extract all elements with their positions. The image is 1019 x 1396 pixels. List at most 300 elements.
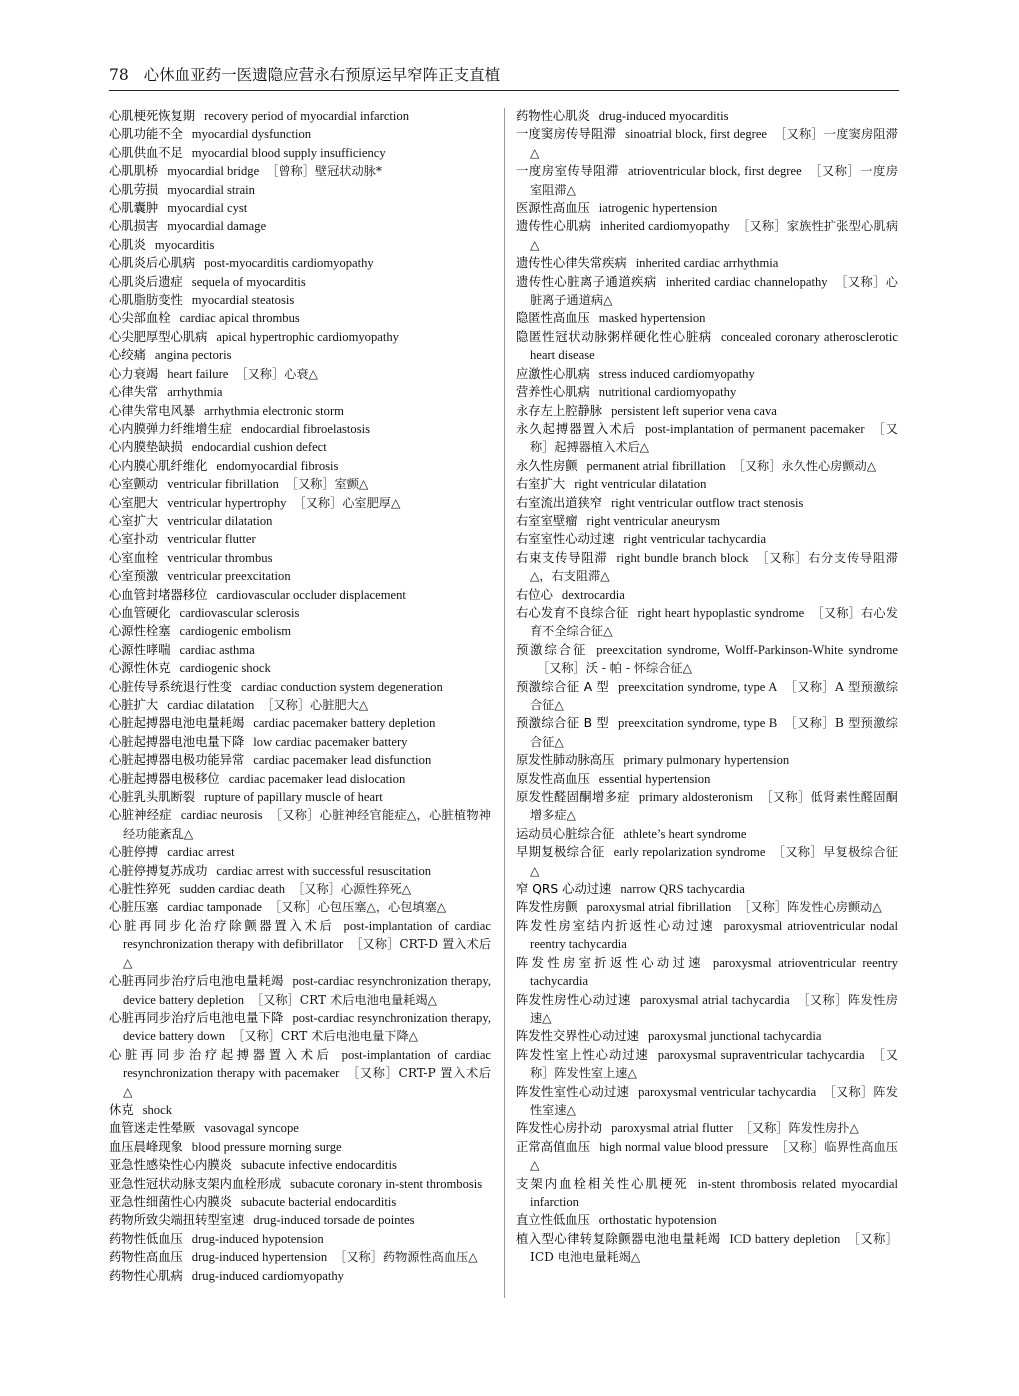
term-alias: ［又称］一度窦房阻滞△	[530, 127, 898, 160]
term-english: rupture of papillary muscle of heart	[204, 790, 383, 805]
term-english: primary pulmonary hypertension	[623, 753, 790, 768]
term-chinese: 阵发性房室结内折返性心动过速	[516, 918, 715, 933]
term-chinese: 心肌功能不全	[109, 127, 183, 142]
term-chinese: 心室肥大	[109, 495, 159, 510]
term-chinese: 药物性高血压	[109, 1250, 183, 1265]
term-english: myocardial strain	[167, 182, 255, 197]
term-chinese: 心室扑动	[109, 532, 159, 547]
term-chinese: 阵发性房性心动过速	[516, 992, 631, 1007]
term-english: cardiac pacemaker lead dislocation	[228, 771, 406, 786]
term-entry	[109, 125, 491, 143]
term-english: post-cardiac resynchronization therapy, device battery down	[123, 1010, 491, 1044]
term-entry	[109, 181, 491, 199]
term-entry	[516, 494, 898, 512]
term-english: cardiac pacemaker lead disfunction	[253, 753, 432, 768]
term-english: myocardial dysfunction	[191, 127, 312, 142]
term-english: right ventricular dilatation	[574, 477, 707, 492]
term-chinese: 心脏起搏器电池电量耗竭	[109, 716, 245, 731]
term-entry	[516, 880, 898, 898]
term-entry	[109, 1267, 491, 1285]
term-entry	[109, 402, 491, 420]
term-english: cardiac asthma	[179, 642, 255, 657]
term-chinese: 血压晨峰现象	[109, 1139, 183, 1154]
term-entry	[109, 972, 491, 1009]
term-english: heart failure	[167, 366, 229, 381]
term-english: post-myocarditis cardiomyopathy	[204, 256, 374, 271]
term-chinese: 阵发性室上性心动过速	[516, 1047, 649, 1062]
term-english: drug-induced myocarditis	[598, 109, 729, 123]
term-entry	[516, 917, 898, 954]
term-entry	[109, 622, 491, 640]
term-chinese: 药物所致尖端扭转型室速	[109, 1213, 245, 1228]
term-english: preexcitation syndrome, type B	[618, 716, 778, 731]
term-chinese: 心内膜垫缺损	[109, 440, 183, 455]
term-alias: ［又称］阵发性室上速△	[530, 1047, 898, 1081]
term-chinese: 心肌肌桥	[109, 164, 159, 179]
term-chinese: 心脏起搏器电极移位	[109, 771, 220, 786]
term-chinese: 心室扩大	[109, 513, 159, 528]
term-entry	[109, 659, 491, 677]
term-english: arrhythmia	[167, 385, 223, 400]
term-entry	[109, 291, 491, 309]
term-chinese: 心源性栓塞	[109, 624, 171, 639]
term-chinese: 右室室壁瘤	[516, 513, 578, 528]
term-chinese: 原发性醛固酮增多症	[516, 790, 630, 805]
term-english: endocardial cushion defect	[191, 440, 327, 455]
term-entry	[109, 1046, 491, 1101]
term-chinese: 心尖肥厚型心肌病	[109, 329, 208, 344]
term-english: cardiogenic embolism	[179, 624, 292, 639]
term-chinese: 应激性心肌病	[516, 366, 590, 381]
term-chinese: 阵发性房室折返性心动过速	[516, 955, 704, 970]
term-chinese: 心脏性猝死	[109, 882, 171, 897]
term-chinese: 血管迷走性晕厥	[109, 1121, 196, 1136]
term-english: post-implantation of cardiac resynchronization therapy with pacemaker	[123, 1047, 491, 1081]
term-english: paroxysmal atrial fibrillation	[586, 900, 732, 915]
term-english: orthostatic hypotension	[598, 1213, 717, 1228]
term-alias: ［又称］低肾素性醛固酮增多症△	[530, 790, 898, 823]
right-column	[516, 107, 898, 1267]
term-english: inherited cardiac channelopathy	[665, 274, 828, 289]
term-english: post-cardiac resynchronization therapy, device battery depletion	[123, 974, 491, 1007]
term-entry	[516, 678, 898, 715]
term-entry	[109, 1175, 491, 1193]
term-chinese: 休克	[109, 1102, 134, 1117]
term-english: high normal value blood pressure	[599, 1139, 769, 1154]
term-english: drug-induced torsade de pointes	[253, 1213, 415, 1228]
term-chinese: 亚急性细菌性心内膜炎	[109, 1194, 232, 1209]
term-chinese: 心源性哮喘	[109, 642, 171, 657]
term-english: nutritional cardiomyopathy	[598, 385, 737, 400]
term-chinese: 预激综合征	[516, 642, 588, 657]
term-english: right bundle branch block	[616, 550, 749, 565]
term-chinese: 预激综合征 A 型	[516, 679, 610, 694]
term-entry	[516, 475, 898, 493]
term-entry	[109, 696, 491, 714]
term-english: persistent left superior vena cava	[611, 403, 777, 418]
term-entry	[516, 254, 898, 272]
term-entry	[109, 1248, 491, 1266]
term-chinese: 阵发性室性心动过速	[516, 1084, 630, 1099]
term-chinese: 心肌炎后心肌病	[109, 256, 196, 271]
term-entry	[109, 549, 491, 567]
term-entry	[516, 641, 898, 678]
term-alias: ［又称］药物源性高血压△	[334, 1250, 478, 1265]
term-chinese: 药物性低血压	[109, 1231, 183, 1246]
term-chinese: 心律失常电风暴	[109, 403, 196, 418]
term-chinese: 窄 QRS 心动过速	[516, 882, 612, 897]
term-entry	[516, 328, 898, 365]
term-alias: ［又称］阵发性房速△	[530, 992, 898, 1025]
term-english: myocardial steatosis	[191, 293, 295, 308]
term-english: atrioventricular block, first degree	[627, 164, 802, 179]
term-english: cardiac arrest	[167, 845, 235, 860]
term-chinese: 心脏神经症	[109, 808, 172, 823]
term-entry	[109, 512, 491, 530]
term-chinese: 心脏再同步治疗后电池电量下降	[109, 1010, 284, 1025]
term-entry	[516, 770, 898, 788]
term-english: myocardial blood supply insufficiency	[191, 145, 386, 160]
term-entry	[516, 843, 898, 880]
term-english: athlete’s heart syndrome	[623, 826, 747, 841]
term-entry	[516, 825, 898, 843]
term-entry	[516, 898, 898, 916]
term-chinese: 心肌炎	[109, 237, 146, 252]
term-english: narrow QRS tachycardia	[620, 882, 745, 897]
term-entry	[109, 1156, 491, 1174]
term-english: cardiac tamponade	[167, 900, 262, 915]
term-alias: ［又称］CRT-P 置入术后△	[123, 1066, 491, 1099]
term-entry	[109, 880, 491, 898]
term-english: sinoatrial block, first degree	[625, 127, 767, 142]
term-entry	[516, 273, 898, 310]
page-header	[109, 62, 899, 91]
term-chinese: 永存左上腔静脉	[516, 403, 603, 418]
term-english: paroxysmal atrial flutter	[611, 1121, 733, 1136]
term-entry	[109, 457, 491, 475]
term-english: paroxysmal atrial tachycardia	[639, 992, 790, 1007]
term-english: drug-induced cardiomyopathy	[191, 1268, 344, 1283]
term-english: essential hypertension	[598, 771, 711, 786]
term-english: right ventricular outflow tract stenosis	[611, 495, 804, 510]
term-entry	[109, 1119, 491, 1137]
term-entry	[516, 420, 898, 457]
term-entry	[516, 714, 898, 751]
term-english: drug-induced hypertension	[191, 1250, 328, 1265]
term-chinese: 植入型心律转复除颤器电池电量耗竭	[516, 1231, 721, 1246]
term-alias: ［又称］右心发育不全综合征△	[530, 605, 898, 639]
term-chinese: 永久起搏器置入术后	[516, 421, 636, 436]
term-english: sudden cardiac death	[179, 882, 286, 897]
term-english: cardiac apical thrombus	[179, 311, 300, 326]
term-chinese: 心脏停搏	[109, 845, 159, 860]
term-chinese: 阵发性房颤	[516, 900, 578, 915]
term-entry	[516, 586, 898, 604]
term-entry	[516, 107, 898, 125]
term-chinese: 心内膜心肌纤维化	[109, 458, 208, 473]
term-chinese: 心室颤动	[109, 477, 159, 492]
term-english: endocardial fibroelastosis	[240, 421, 371, 436]
term-alias: ［又称］心脏神经官能症△，心脏植物神经功能紊乱△	[123, 808, 491, 841]
term-alias: ［又称］家族性扩张型心肌病△	[530, 219, 898, 252]
term-entry	[109, 420, 491, 438]
term-entry	[109, 714, 491, 732]
term-chinese: 心肌梗死恢复期	[109, 109, 196, 123]
term-chinese: 心脏压塞	[109, 900, 159, 915]
term-entry	[109, 1211, 491, 1229]
term-english: vasovagal syncope	[204, 1121, 299, 1136]
term-english: ventricular flutter	[167, 532, 256, 547]
term-entry	[516, 954, 898, 991]
column-divider	[504, 108, 505, 1298]
term-english: stress induced cardiomyopathy	[598, 366, 755, 381]
term-chinese: 心肌炎后遗症	[109, 274, 183, 289]
term-chinese: 心肌劳损	[109, 182, 159, 197]
term-entry	[109, 162, 491, 180]
term-english: myocardial bridge	[167, 164, 260, 179]
term-alias: ［又称］CRT-D 置入术后△	[123, 937, 491, 970]
term-english: masked hypertension	[598, 311, 706, 326]
term-entry	[109, 254, 491, 272]
term-chinese: 隐匿性冠状动脉粥样硬化性心脏病	[516, 329, 712, 344]
term-alias: ［又称］室颤△	[285, 477, 369, 492]
term-english: in-stent thrombosis related myocardial infarction	[530, 1176, 898, 1209]
term-alias: ［又称］阵发性心房颤动△	[738, 900, 882, 915]
term-english: concealed coronary atherosclerotic heart disease	[530, 329, 898, 363]
term-chinese: 药物性心肌病	[109, 1268, 183, 1283]
term-entry	[109, 475, 491, 493]
term-entry	[109, 1101, 491, 1119]
term-chinese: 心力衰竭	[109, 366, 159, 381]
term-chinese: 心绞痛	[109, 348, 146, 363]
term-chinese: 营养性心肌病	[516, 385, 590, 400]
term-alias: ［又称］心包压塞△，心包填塞△	[268, 900, 447, 915]
page-number: 78	[109, 66, 129, 84]
term-entry	[516, 383, 898, 401]
term-english: recovery period of myocardial infarction	[204, 109, 410, 123]
term-entry	[109, 751, 491, 769]
term-entry	[109, 107, 491, 125]
term-chinese: 正常高值血压	[516, 1139, 591, 1154]
term-entry	[109, 328, 491, 346]
term-chinese: 支架内血栓相关性心肌梗死	[516, 1176, 689, 1191]
term-chinese: 遗传性心律失常疾病	[516, 256, 627, 271]
term-english: ventricular hypertrophy	[167, 495, 287, 510]
term-english: early repolarization syndrome	[613, 845, 766, 860]
term-entry	[109, 346, 491, 364]
term-english: paroxysmal supraventricular tachycardia	[657, 1047, 865, 1062]
term-entry	[516, 217, 898, 254]
term-alias: ［又称］沃 - 帕 - 怀综合征△	[537, 661, 692, 676]
term-chinese: 心血管封堵器移位	[109, 587, 208, 602]
term-english: ventricular dilatation	[167, 513, 273, 528]
term-entry	[516, 125, 898, 162]
term-entry	[109, 383, 491, 401]
term-chinese: 心脏传导系统退行性变	[109, 679, 232, 694]
term-english: shock	[142, 1102, 172, 1117]
term-entry	[516, 162, 898, 199]
term-chinese: 心脏再同步治疗后电池电量耗竭	[109, 974, 284, 989]
term-entry	[516, 1211, 898, 1229]
term-english: cardiac pacemaker battery depletion	[253, 716, 436, 731]
term-chinese: 亚急性冠状动脉支架内血栓形成	[109, 1176, 282, 1191]
term-chinese: 阵发性交界性心动过速	[516, 1029, 639, 1044]
term-english: ventricular fibrillation	[167, 477, 279, 492]
term-alias: ［又称］心脏肥大△	[261, 698, 369, 712]
term-english: angina pectoris	[154, 348, 232, 363]
term-entry	[516, 1083, 898, 1120]
term-chinese: 心脏扩大	[109, 698, 159, 712]
term-entry	[516, 1046, 898, 1083]
term-alias: ［又称］B 型预激综合征△	[530, 716, 898, 749]
term-english: right heart hypoplastic syndrome	[637, 605, 805, 620]
term-english: paroxysmal ventricular tachycardia	[638, 1084, 817, 1099]
term-english: arrhythmia electronic storm	[204, 403, 344, 418]
term-english: paroxysmal junctional tachycardia	[647, 1029, 822, 1044]
term-chinese: 心源性休克	[109, 661, 171, 676]
term-english: myocardial cyst	[167, 201, 248, 216]
term-entry	[109, 806, 491, 843]
term-entry	[516, 512, 898, 530]
term-english: inherited cardiac arrhythmia	[635, 256, 779, 271]
term-english: low cardiac pacemaker battery	[253, 734, 408, 749]
term-chinese: 心内膜弹力纤维增生症	[109, 421, 232, 436]
term-chinese: 心脏再同步化治疗除颤器置入术后	[109, 918, 335, 933]
term-entry	[109, 1193, 491, 1211]
term-english: sequela of myocarditis	[191, 274, 306, 289]
term-chinese: 心尖部血栓	[109, 311, 171, 326]
term-english: subacute infective endocarditis	[240, 1158, 397, 1173]
term-english: preexcitation syndrome, type A	[618, 679, 778, 694]
term-entry	[109, 898, 491, 916]
term-english: myocarditis	[154, 237, 215, 252]
term-entry	[109, 494, 491, 512]
term-english: primary aldosteronism	[638, 790, 753, 805]
term-entry	[516, 991, 898, 1028]
term-alias: ［又称］心衰△	[235, 366, 318, 381]
term-entry	[516, 1027, 898, 1045]
left-column	[109, 107, 491, 1285]
running-title: 心休血亚药一医遗隐应营永右预原运早窄阵正支直植	[143, 66, 501, 84]
term-english: ventricular thrombus	[167, 550, 273, 565]
term-english: cardiac neurosis	[180, 808, 263, 823]
term-alias: ［又称］一度房室阻滞△	[530, 164, 898, 197]
term-chinese: 右束支传导阻滞	[516, 550, 608, 565]
term-english: drug-induced hypotension	[191, 1231, 324, 1246]
term-chinese: 右室室性心动过速	[516, 532, 615, 547]
term-entry	[516, 1230, 898, 1267]
term-english: paroxysmal atrioventricular reentry tachycardia	[530, 955, 898, 989]
term-english: cardiovascular occluder displacement	[216, 587, 406, 602]
term-english: paroxysmal atrioventricular nodal reentry tachycardia	[530, 918, 898, 952]
term-entry	[516, 1119, 898, 1137]
term-entry	[109, 199, 491, 217]
term-english: endomyocardial fibrosis	[216, 458, 339, 473]
term-entry	[516, 549, 898, 586]
term-english: post-implantation of cardiac resynchronization therapy with defibrillator	[123, 918, 491, 952]
term-entry	[516, 402, 898, 420]
term-english: permanent atrial fibrillation	[586, 458, 726, 473]
term-chinese: 一度房室传导阻滞	[516, 164, 619, 179]
term-chinese: 早期复极综合征	[516, 845, 605, 860]
term-entry	[516, 457, 898, 475]
term-entry	[516, 530, 898, 548]
term-chinese: 遗传性心肌病	[516, 219, 591, 234]
term-english: blood pressure morning surge	[191, 1139, 342, 1154]
term-chinese: 医源性高血压	[516, 201, 590, 216]
term-entry	[516, 751, 898, 769]
term-entry	[109, 438, 491, 456]
term-entry	[109, 770, 491, 788]
term-chinese: 心肌脂肪变性	[109, 293, 183, 308]
term-entry	[109, 604, 491, 622]
term-chinese: 心脏乳头肌断裂	[109, 790, 196, 805]
term-chinese: 右室流出道狭窄	[516, 495, 603, 510]
term-chinese: 心脏停搏复苏成功	[109, 863, 208, 878]
term-chinese: 直立性低血压	[516, 1213, 590, 1228]
term-english: inherited cardiomyopathy	[600, 219, 730, 234]
term-chinese: 亚急性感染性心内膜炎	[109, 1158, 232, 1173]
term-alias: ［又称］A 型预激综合征△	[530, 679, 898, 712]
term-alias: ［又称］ICD 电池电量耗竭△	[530, 1231, 898, 1265]
term-entry	[109, 862, 491, 880]
term-english: subacute coronary in-stent thrombosis	[290, 1176, 483, 1191]
term-alias: ［又称］CRT 术后电池电量下降△	[232, 1029, 419, 1044]
term-english: cardiac dilatation	[167, 698, 255, 712]
term-entry	[516, 1175, 898, 1212]
term-entry	[109, 1009, 491, 1046]
term-english: ICD battery depletion	[729, 1231, 841, 1246]
term-entry	[109, 678, 491, 696]
term-entry	[516, 199, 898, 217]
term-english: iatrogenic hypertension	[598, 201, 718, 216]
term-alias: ［又称］心脏离子通道病△	[530, 274, 898, 308]
term-entry	[516, 604, 898, 641]
term-alias: ［又称］阵发性室速△	[530, 1084, 898, 1117]
term-entry	[516, 788, 898, 825]
term-chinese: 运动员心脏综合征	[516, 826, 615, 841]
term-entry	[109, 365, 491, 383]
term-alias: ［又称］永久性心房颤动△	[732, 458, 877, 473]
term-entry	[109, 273, 491, 291]
term-chinese: 心肌供血不足	[109, 145, 183, 160]
term-entry	[109, 843, 491, 861]
term-entry	[516, 309, 898, 327]
term-chinese: 心血管硬化	[109, 605, 171, 620]
term-english: right ventricular aneurysm	[586, 513, 721, 528]
term-chinese: 心律失常	[109, 385, 159, 400]
term-chinese: 右室扩大	[516, 477, 566, 492]
term-entry	[516, 365, 898, 383]
term-entry	[109, 144, 491, 162]
term-chinese: 心室预激	[109, 569, 159, 584]
term-chinese: 遗传性心脏离子通道疾病	[516, 274, 657, 289]
term-entry	[109, 641, 491, 659]
term-entry	[516, 1138, 898, 1175]
term-english: cardiovascular sclerosis	[179, 605, 300, 620]
term-entry	[109, 236, 491, 254]
term-alias: ［又称］心源性猝死△	[292, 882, 412, 897]
term-entry	[109, 567, 491, 585]
term-english: cardiogenic shock	[179, 661, 271, 676]
term-chinese: 原发性肺动脉高压	[516, 753, 615, 768]
term-entry	[109, 309, 491, 327]
term-english: cardiac arrest with successful resuscitation	[216, 863, 432, 878]
term-entry	[109, 733, 491, 751]
term-chinese: 药物性心肌炎	[516, 109, 590, 123]
term-chinese: 右心发育不良综合征	[516, 605, 629, 620]
term-chinese: 阵发性心房扑动	[516, 1121, 603, 1136]
